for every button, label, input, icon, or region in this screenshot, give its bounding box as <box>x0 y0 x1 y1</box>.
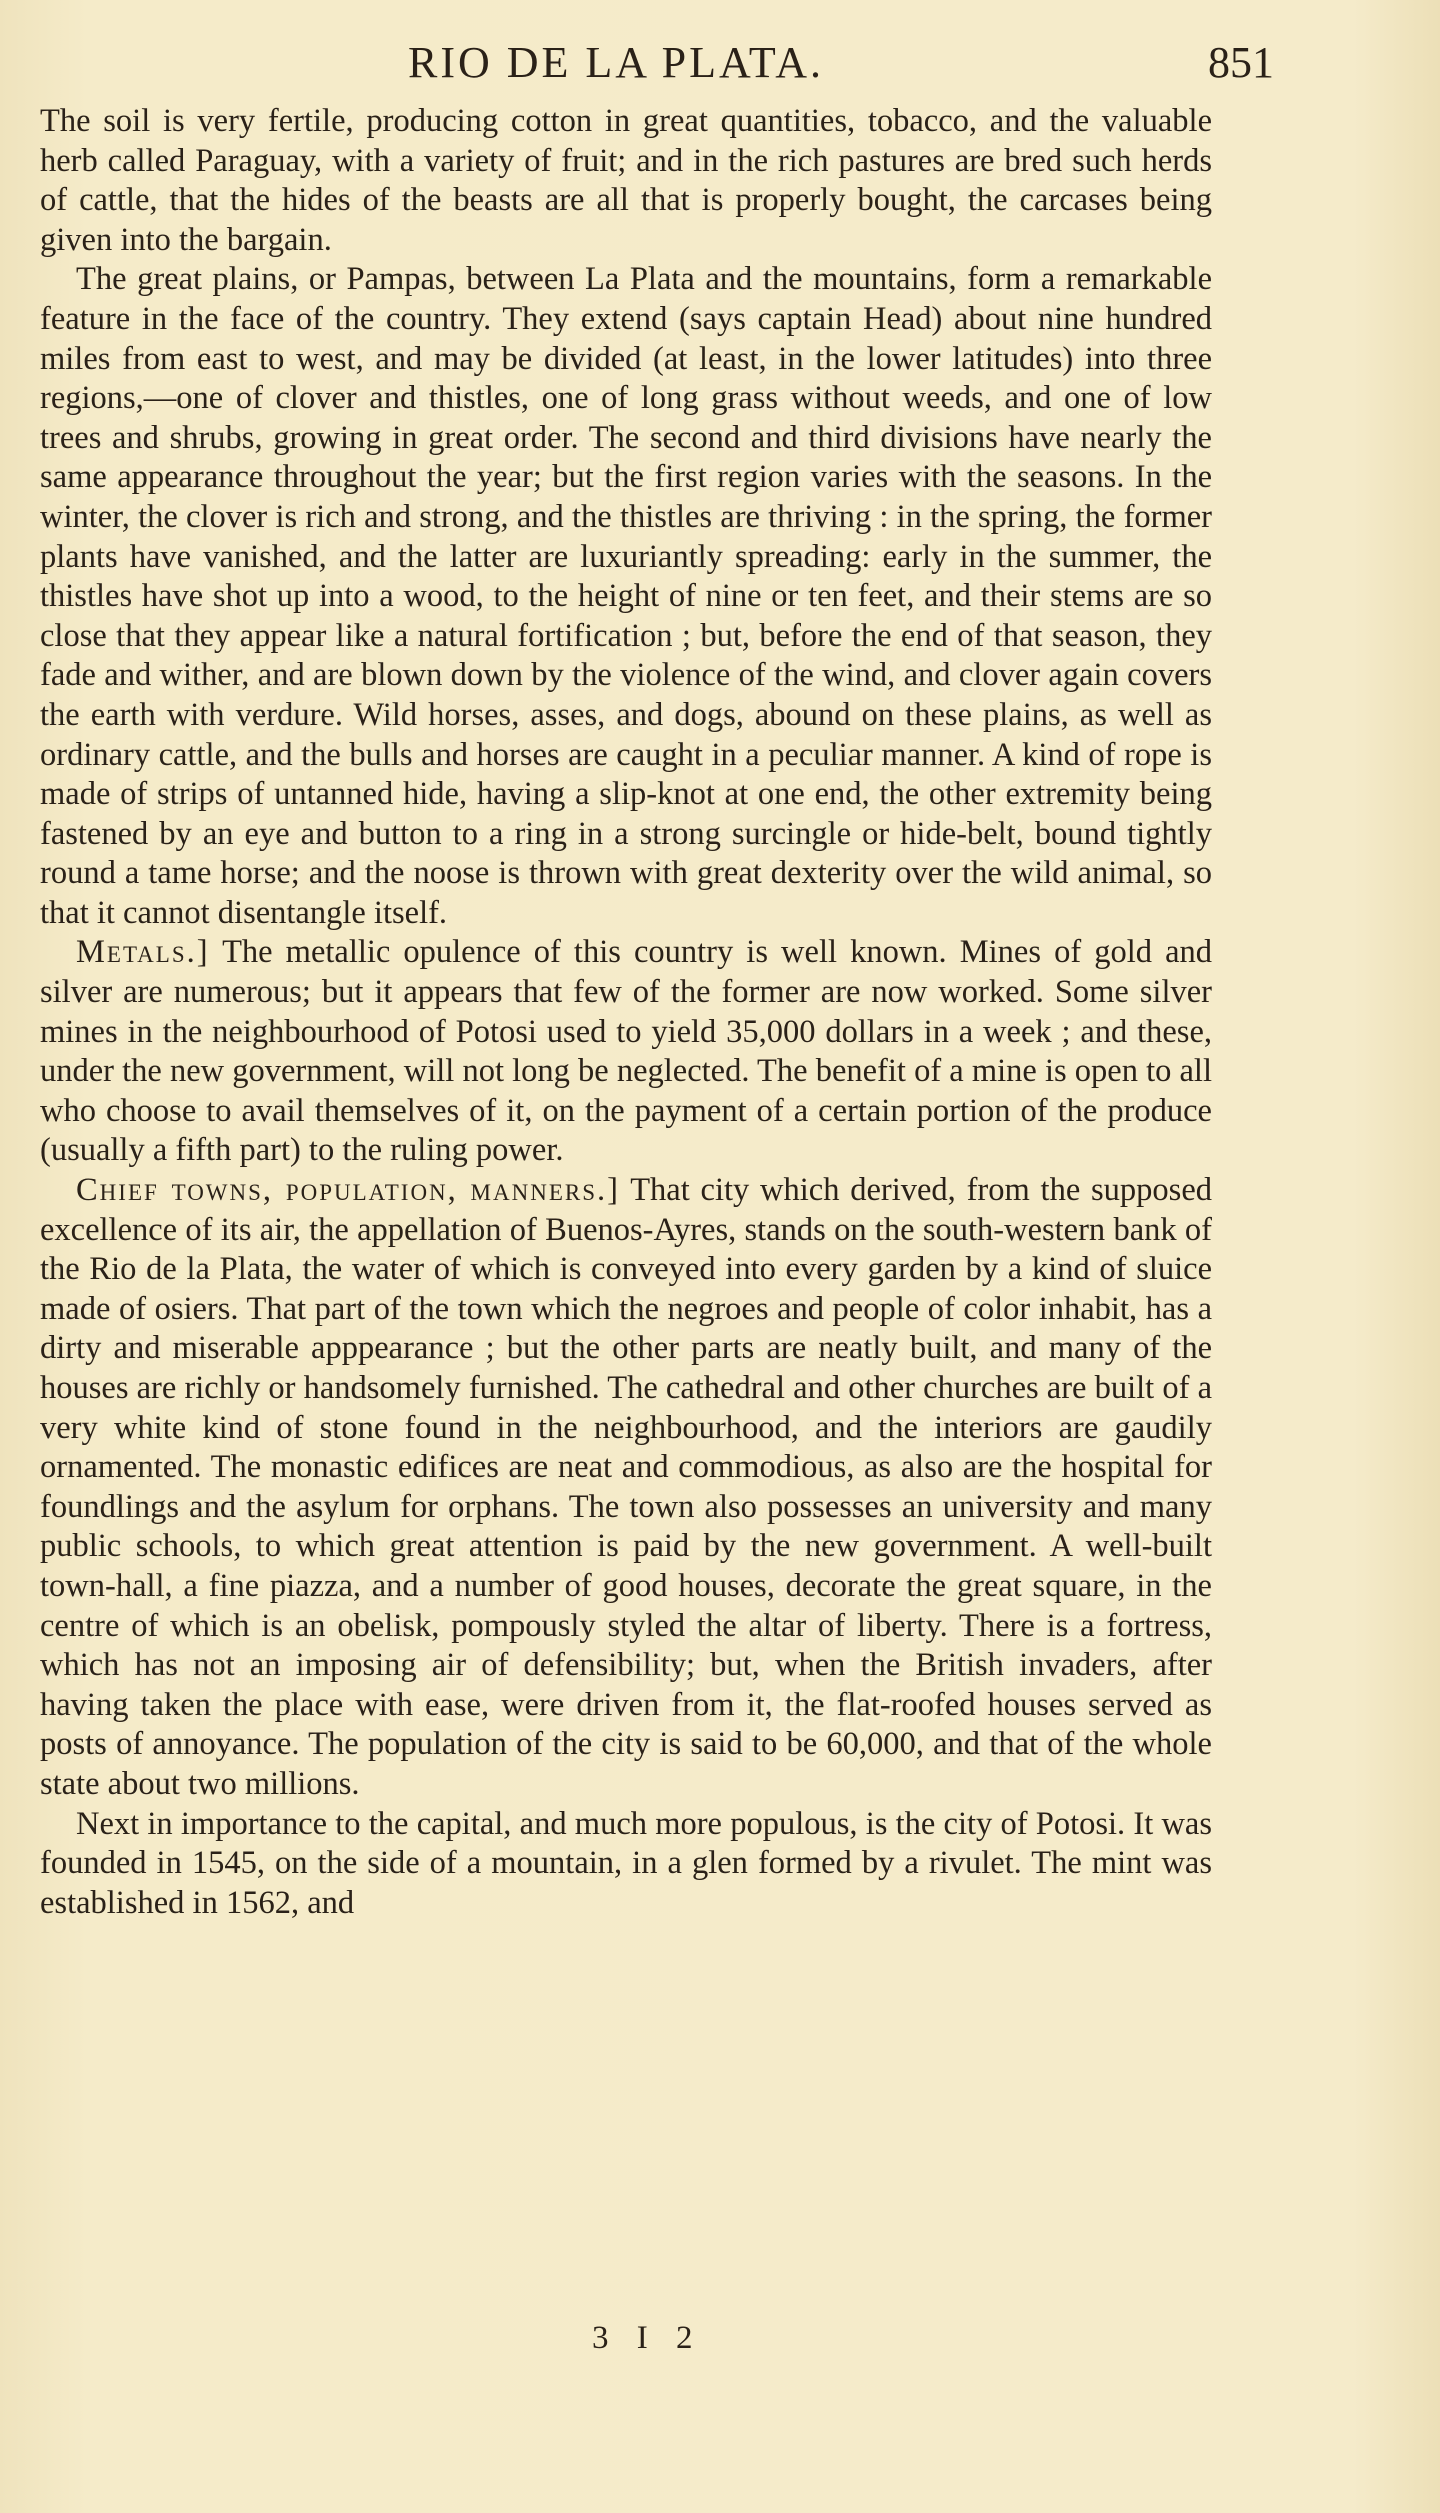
paragraph-text: The metallic opulence of this country is well known. Mines of gold and silver are numerous; but it appears that few of the former are now worked. Some silver mines in the neighbourhood of Potosi used to yield 35,000 dollars in a week ; and these, under the new government, will not long be neglected. The benefit of a mine is open to all who choose to avail themselves of it, on the payment of a certain portion of the produce (usually a fifth part) to the ruling power. <box>40 934 1212 1169</box>
paragraph-pampas <box>40 260 1212 933</box>
running-head <box>40 28 1274 98</box>
side-heading-chief-towns: Chief towns, population, manners.] <box>76 1172 620 1209</box>
paragraph-chief-towns <box>40 1171 1212 1805</box>
paragraph-soil <box>40 102 1212 260</box>
paragraph-potosi <box>40 1805 1212 1924</box>
side-heading-metals: Metals.] <box>76 934 210 971</box>
paragraph-metals <box>40 933 1212 1171</box>
paragraph-text: The great plains, or Pampas, between La Plata and the mountains, form a remarkable feature in the face of the country. They extend (says captain Head) about nine hundred miles from east to west, and may be divided (at least, in the lower latitudes) into three regions,—one of clover and thistles, one of long grass without weeds, and one of low trees and shrubs, growing in great order. The second and third divisions have nearly the same appearance throughout the year; but the first region varies with the seasons. In the winter, the clover is rich and strong, and the thistles are thriving : in the spring, the former plants have vanished, and the latter are luxuriantly spreading: early in the summer, the thistles have shot up into a wood, to the height of nine or ten feet, and their stems are so close that they appear like a natural fortification ; but, before the end of that season, they fade and wither, and are blown down by the violence of the wind, and clover again covers the earth with verdure. Wild horses, asses, and dogs, abound on these plains, as well as ordinary cattle, and the bulls and horses are caught in a peculiar manner. A kind of rope is made of strips of untanned hide, having a slip-knot at one end, the other extremity being fastened by an eye and button to a ring in a strong surcingle or hide-belt, bound tightly round a tame horse; and the noose is thrown with great dexterity over the wild animal, so that it cannot disentangle itself. <box>40 261 1212 931</box>
page-number: 851 <box>1208 38 1274 87</box>
paragraph-text: That city which derived, from the supposed excellence of its air, the appellation of Buenos-Ayres, stands on the south-western bank of the Rio de la Plata, the water of which is conveyed into every garden by a kind of sluice made of osiers. That part of the town which the negroes and people of color inhabit, has a dirty and miserable apppearance ; but the other parts are neatly built, and many of the houses are richly or handsomely furnished. The cathedral and other churches are built of a very white kind of stone found in the neighbourhood, and the interiors are gaudily ornamented. The monastic edifices are neat and commodious, as also are the hospital for foundlings and the asylum for orphans. The town also possesses an university and many public schools, to which great attention is paid by the new government. A well-built town-hall, a fine piazza, and a number of good houses, decorate the great square, in the centre of which is an obelisk, pompously styled the altar of liberty. There is a fortress, which has not an imposing air of defensibility; but, when the British invaders, after having taken the place with ease, were driven from it, the flat-roofed houses served as posts of annoyance. The population of the city is said to be 60,000, and that of the whole state about two millions. <box>40 1172 1212 1802</box>
paragraph-text: Next in importance to the capital, and much more populous, is the city of Potosi. It was founded in 1545, on the side of a mountain, in a glen formed by a rivulet. The mint was established in 1562, and <box>40 1805 1212 1921</box>
running-title: RIO DE LA PLATA. <box>408 38 825 87</box>
body-text <box>40 102 1212 1923</box>
paragraph-text: The soil is very fertile, producing cotton in great quantities, tobacco, and the valuable herb called Paraguay, with a variety of fruit; and in the rich pastures are bred such herds of cattle, that the hides of the beasts are all that is properly bought, the carcases being given into the bargain. <box>40 103 1212 258</box>
signature-mark: 3 I 2 <box>592 2320 703 2356</box>
